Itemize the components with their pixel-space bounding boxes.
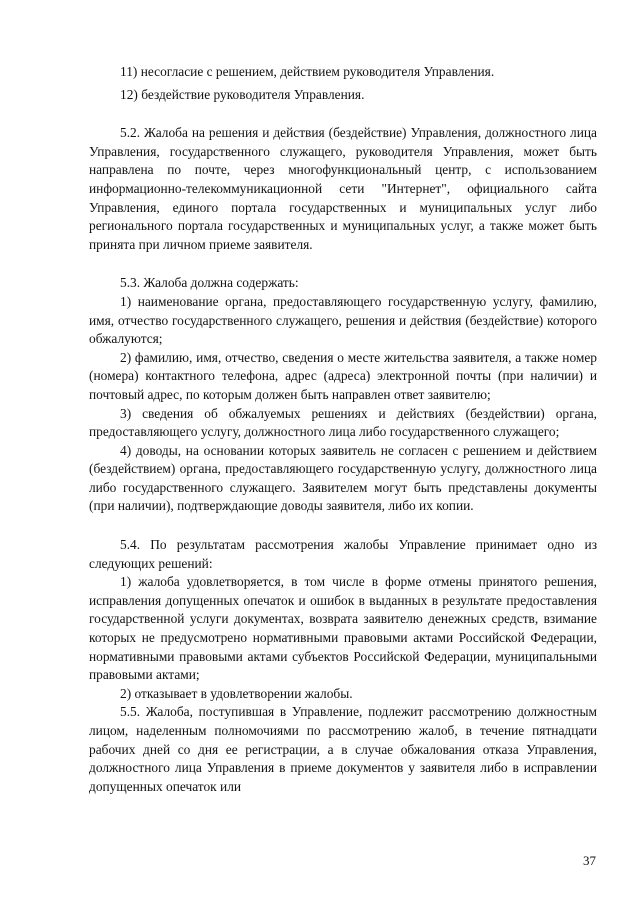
paragraph-5-4-item-2: 2) отказывает в удовлетворении жалобы. bbox=[120, 685, 353, 701]
paragraph-5-3-heading: 5.3. Жалоба должна содержать: bbox=[120, 275, 299, 291]
paragraph-5-5: 5.5. Жалоба, поступившая в Управление, подлежит рассмотрению должностным лицом, наделенным полномочиями по рассмотрению жалоб, в течение пятнадцати рабочих дней со дня ее регистрации, а в случае обжалования отказа Управления, должностного лица Управления в приеме документов у заявителя либо в исправлении допущенных опечаток или bbox=[89, 704, 597, 794]
paragraph-5-3-item-3: 3) сведения об обжалуемых решениях и действиях (бездействии) органа, предоставляющего услугу, должностного лица либо государственного служащего; bbox=[89, 405, 597, 440]
page-number: 37 bbox=[583, 853, 596, 868]
paragraph-item-11: 11) несогласие с решением, действием руководителя Управления. bbox=[120, 64, 495, 79]
document-body bbox=[89, 63, 597, 796]
paragraph-5-4-heading: 5.4. По результатам рассмотрения жалобы Управление принимает одно из следующих решений: bbox=[89, 537, 597, 571]
paragraph-5-3-item-4: 4) доводы, на основании которых заявитель не согласен с решением и действием (бездействием) органа, предоставляющего государственную услугу, должностного лица либо государственного служащего. Заявителем могут быть представлены документы (при наличии), подтверждающие доводы заявителя, либо их копии. bbox=[89, 442, 597, 514]
paragraph-5-3-item-2: 2) фамилию, имя, отчество, сведения о месте жительства заявителя, а также номер (номера) контактного телефона, адрес (адреса) электронной почты (при наличии) и почтовый адрес, по которым должен быть направлен ответ заявителю; bbox=[89, 349, 597, 402]
paragraph-5-4-item-1: 1) жалоба удовлетворяется, в том числе в форме отмены принятого решения, исправления допущенных опечаток и ошибок в выданных в результате предоставления государственной услуги документах, возврата заявителю денежных средств, взимание которых не предусмотрено нормативными правовыми актами Российской Федерации, нормативными правовыми актами субъектов Российской Федерации, муниципальными правовыми актами; bbox=[89, 574, 597, 683]
paragraph-5-2: 5.2. Жалоба на решения и действия (бездействие) Управления, должностного лица Управления, государственного служащего, руководителя Управления, может быть направлена по почте, через многофункциональный центр, с использованием информационно-телекоммуникационной сети "Интернет", официального сайта Управления, единого портала государственных и муниципальных услуг либо регионального портала государственных и муниципальных услуг, а также может быть принята при личном приеме заявителя. bbox=[89, 125, 597, 252]
paragraph-item-12: 12) бездействие руководителя Управления. bbox=[120, 86, 365, 102]
paragraph-5-3-item-1: 1) наименование органа, предоставляющего государственную услугу, фамилию, имя, отчество государственного служащего, решения и действия (бездействие) которого обжалуются; bbox=[89, 293, 597, 347]
